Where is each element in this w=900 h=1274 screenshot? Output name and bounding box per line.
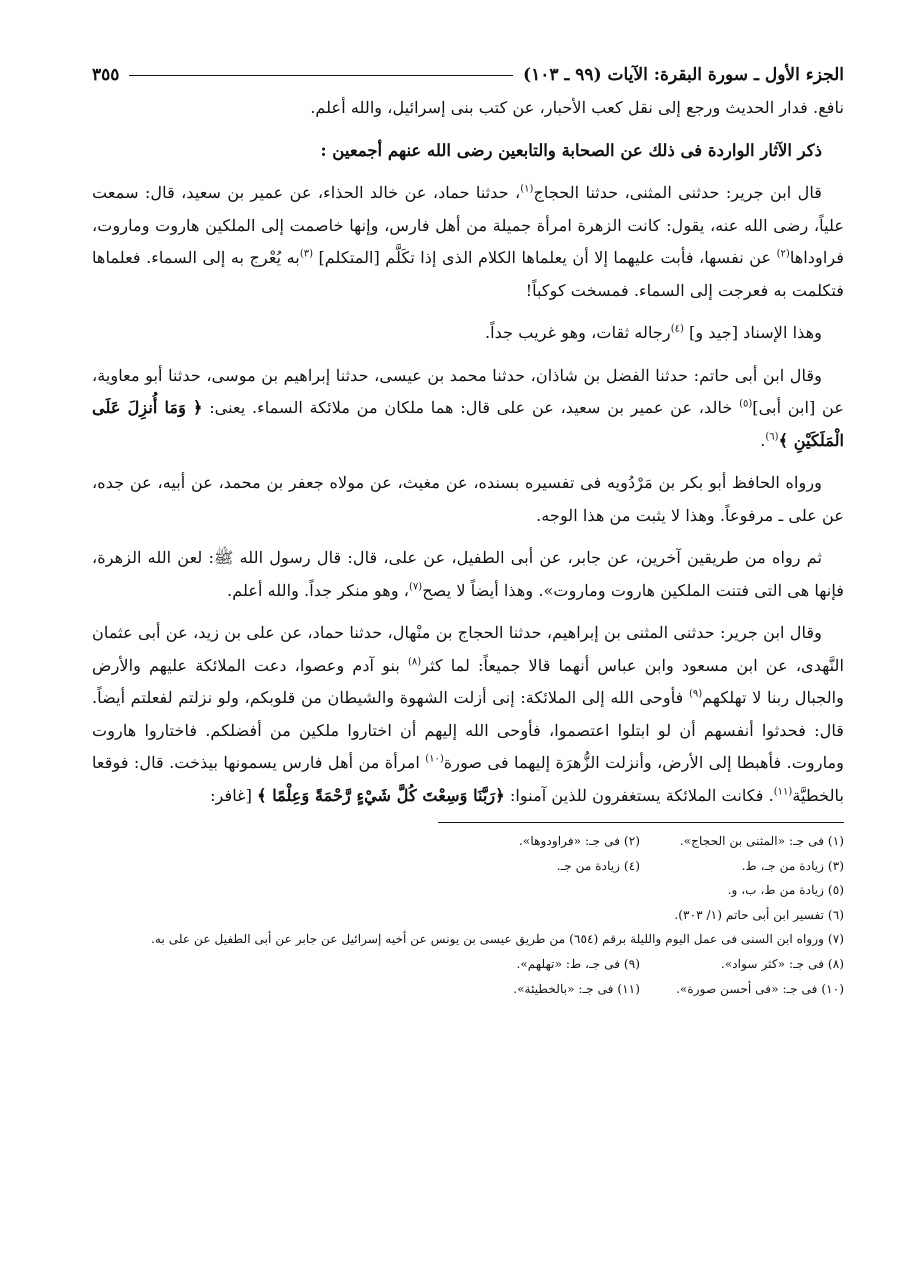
quran-verse: ﴿رَبَّنَا وَسِعْتَ كُلَّ شَيْءٍ رَّحْمَةً وَعِلْمًا ﴾ [257,785,505,805]
header-title: الجزء الأول ـ سورة البقرة: الآيات (٩٩ ـ ١٠٣) [523,65,844,85]
paragraph-4: ورواه الحافظ أبو بكر بن مَرْدُويه فى تفسيره بسنده، عن مغيث، عن مولاه جعفر بن محمد، عن أبيه، عن جده، عن على ـ مرفوعاً. وهذا لا يثبت من هذا الوجه. [92,473,844,525]
main-text [92,92,844,812]
paragraph-6: وقال ابن جرير: حدثنى المثنى بن إبراهيم، حدثنا الحجاج بن منْهال، حدثنا حماد، عن على بن زيد، عن أبى عثمان النَّهدى، عن ابن مسعود وابن عباس أنهما قالا جميعاً: لما كثر$^{(٨)}$ بنو آدم وعصوا، دعت الملائكة عليهم والأرض والجبال ربنا لا تهلكهم$^{(٩)}$ فأوحى الله إلى الملائكة: إنى أزلت الشهوة والشيطان من قلوبكم، ولو نزلتم لفعلتم أيضاً. قال: فحدثوا أنفسهم أن لو ابتلوا اعتصموا، فأوحى الله إليهم أن اختاروا ملكين من أفضلكم. فاختاروا هاروت وماروت. فأهبطا إلى الأرض، وأنزلت الزُّهرَة إليهما فى صورة$^{(١٠)}$ امرأة من أهل فارس يسمونها بيذخت. قال: فوقعا بالخطيَّة$^{(١١)}$. فكانت الملائكة يستغفرون للذين آمنوا: ﴿رَبَّنَا وَسِعْتَ كُلَّ شَيْءٍ رَّحْمَةً وَعِلْمًا ﴾ [غافر: [92,623,844,805]
footnote-4: (٤) زيادة من جـ. [556,858,640,873]
footnote-11: (١١) فى جـ: «بالخطيئة». [513,981,640,996]
footnote-ref[interactable]: (٩) [688,688,703,700]
footnote-ref[interactable]: (١١) [773,786,793,798]
paragraph-1: قال ابن جرير: حدثنى المثنى، حدثنا الحجاج$^{(١)}$، حدثنا حماد، عن خالد الحذاء، عن عمير بن سعيد، قال: سمعت علياً، رضى الله عنه، يقول: كانت الزهرة امرأة جميلة من أهل فارس، وإنها خاصمت إلى الملكين هاروت وماروت، فراوداها$^{(٢)}$ عن نفسها، فأبت عليهما إلا أن يعلماها الكلام الذى إذا تكَلَّم [المتكلم] $^{(٣)}$به يُعْرج به إلى السماء. فعلماها فتكلمت به فعرجت إلى السماء. فمسخت كوكباً! [92,183,844,300]
paragraph-5: ثم رواه من طريقين آخرين، عن جابر، عن أبى الطفيل، عن على، قال: قال رسول الله ﷺ: لعن الله الزهرة، فإنها هى التى فتنت الملكين هاروت وماروت». وهذا أيضاً لا يصح$^{(٧)}$، وهو منكر جداً. والله أعلم. [92,548,844,600]
footnote-ref[interactable]: (١) [520,183,534,195]
footnote-2: (٢) فى جـ: «فراودوها». [519,834,640,848]
footnote-separator [438,822,844,823]
page [92,58,844,1001]
section-heading: ذكر الآثار الواردة فى ذلك عن الصحابة والتابعين رضى الله عنهم أجمعين : [320,140,822,160]
footnote-ref[interactable]: (١٠) [425,753,444,765]
footnote-ref[interactable]: (٦) [765,431,779,443]
paragraph-2: وهذا الإسناد [جيد و] $^{(٤)}$رجاله ثقات، وهو غريب جداً. [485,323,822,342]
quran-verse: ﴿ وَمَا أُنزِلَ عَلَى الْمَلَكَيْنِ ﴾ [92,398,844,450]
footnote-ref[interactable]: (٢) [776,248,790,260]
footnote-7: (٧) ورواه ابن السنى فى عمل اليوم والليلة برقم (٦٥٤) من طريق عيسى بن يونس عن أخيه إسرائيل عن جابر عن أبى الطفيل عن على به. [151,932,844,947]
footnote-6: (٦) تفسير ابن أبى حاتم (١/ ٣٠٣). [674,907,844,922]
footnote-10: (١٠) فى جـ: «فى أحسن صورة». [676,981,844,996]
footnote-ref[interactable]: (٥) [739,398,753,410]
page-number: ٣٥٥ [92,65,120,85]
footnote-8: (٨) فى جـ: «كثر سواد». [720,956,844,971]
header-rule [129,75,513,76]
footnote-ref[interactable]: (٤) [670,323,684,335]
footnote-3: (٣) زيادة من جـ، ط. [741,858,844,873]
footnote-ref[interactable]: (٧) [409,581,423,593]
footnote-9: (٩) فى جـ، ط: «تهلهم». [516,956,640,971]
footnote-ref[interactable]: (٣) [299,248,313,260]
running-header [92,58,844,92]
footnote-5: (٥) زيادة من ط، ب، و. [727,883,844,898]
paragraph-0: نافع. فدار الحديث ورجع إلى نقل كعب الأحبار، عن كتب بنى إسرائيل، والله أعلم. [310,98,844,117]
footnote-ref[interactable]: (٨) [407,656,422,668]
footnote-1: (١) فى جـ: «المثنى بن الحجاج». [679,834,844,848]
paragraph-3: وقال ابن أبى حاتم: حدثنا الفضل بن شاذان، حدثنا محمد بن عيسى، حدثنا إبراهيم بن موسى، حدثنا أبو معاوية، عن [ابن أبى]$^{(٥)}$ خالد، عن عمير بن سعيد، عن على قال: هما ملكان من ملائكة السماء. يعنى: ﴿ وَمَا أُنزِلَ عَلَى الْمَلَكَيْنِ ﴾$^{(٦)}$. [92,365,844,450]
footnotes [92,829,844,1001]
